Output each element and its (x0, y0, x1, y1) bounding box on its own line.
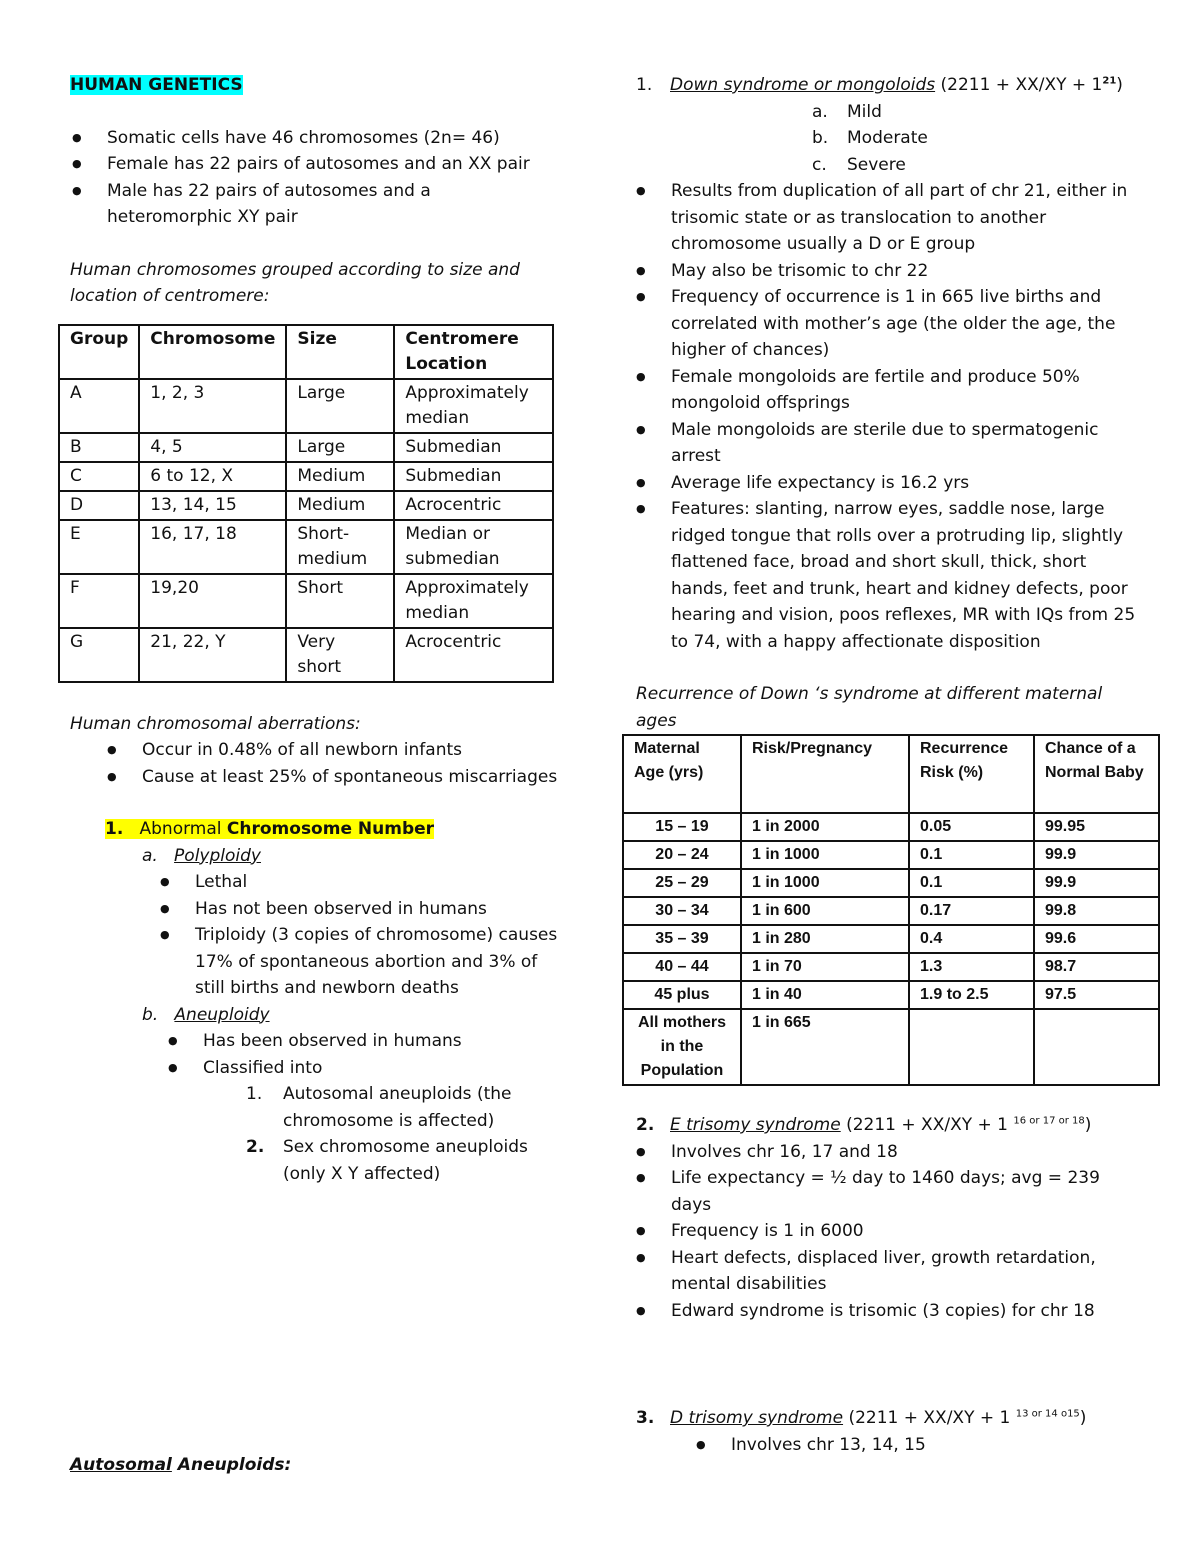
list-item: ● Frequency is 1 in 6000 (636, 1218, 1136, 1245)
table-cell: 1, 2, 3 (139, 379, 286, 433)
table-row (59, 462, 553, 491)
right-column (636, 72, 1176, 1324)
table-cell: Large (286, 433, 394, 462)
table-cell: 16, 17, 18 (139, 520, 286, 574)
table-cell: 0.05 (909, 813, 1034, 841)
list-item: b. Moderate (812, 128, 928, 148)
table-header-cell: Chromosome (139, 325, 286, 379)
aberrations-caption: Human chromosomal aberrations: (70, 713, 361, 734)
list-item: ● Frequency of occurrence is 1 in 665 live births and correlated with mother’s age (the older the age, the higher of chances) (636, 284, 1136, 364)
table-cell: 20 – 24 (623, 841, 741, 869)
list-item: c. Severe (812, 154, 906, 175)
table-cell: 97.5 (1034, 981, 1159, 1009)
table-cell: E (59, 520, 139, 574)
table-cell: Medium (286, 462, 394, 491)
table-cell: 98.7 (1034, 953, 1159, 981)
list-item: ● Involves chr 16, 17 and 18 (636, 1139, 1136, 1166)
list-item: ● Has been observed in humans (168, 1028, 570, 1055)
list-item: ● Heart defects, displaced liver, growth retardation, mental disabilities (636, 1245, 1131, 1298)
table-header-cell: Maternal Age (yrs) (623, 735, 741, 813)
d-trisomy-heading: 3. D trisomy syndrome (2211 + XX/XY + 1 $^{13 or 14 o15}$) (636, 1408, 1087, 1428)
table-cell: G (59, 628, 139, 682)
table-row (59, 433, 553, 462)
list-item: ● May also be trisomic to chr 22 (636, 258, 1136, 285)
list-item: ● Has not been observed in humans (160, 896, 570, 923)
aneuploidy-types (246, 1081, 536, 1187)
table-cell (909, 1009, 1034, 1085)
table-cell: 25 – 29 (623, 869, 741, 897)
list-item: ● Occur in 0.48% of all newborn infants (107, 737, 570, 764)
group-table-caption: Human chromosomes grouped according to size and location of centromere: (70, 259, 520, 306)
table-cell: 19,20 (139, 574, 286, 628)
table-cell: 35 – 39 (623, 925, 741, 953)
aberration-list (107, 737, 570, 790)
table-cell: 99.8 (1034, 897, 1159, 925)
table-row (623, 1009, 1159, 1085)
table-cell: 6 to 12, X (139, 462, 286, 491)
list-item: ● Edward syndrome is trisomic (3 copies) for chr 18 (636, 1298, 1136, 1325)
table-header-row (623, 735, 1159, 813)
table-cell: 1 in 70 (741, 953, 909, 981)
table-header-cell: Chance of a Normal Baby (1034, 735, 1159, 813)
table-cell: 1 in 600 (741, 897, 909, 925)
list-item: ● Lethal (160, 869, 570, 896)
list-item: ● Features: slanting, narrow eyes, saddle nose, large ridged tongue that rolls over a protruding lip, slightly flattened face, broad and short skull, thick, short hands, feet and trunk, heart and kidney defects, poor hearing and vision, poos reflexes, MR with IQs from 25 to 74, with a happy affectionate disposition (636, 496, 1146, 655)
table-header-cell: Size (286, 325, 394, 379)
table-cell: 0.1 (909, 869, 1034, 897)
list-item: ● Life expectancy = ½ day to 1460 days; avg = 239 days (636, 1165, 1136, 1218)
table-cell: Median or submedian (394, 520, 553, 574)
table-cell: 21, 22, Y (139, 628, 286, 682)
list-item: ● Male mongoloids are sterile due to spermatogenic arrest (636, 417, 1131, 470)
list-item: ● Female has 22 pairs of autosomes and an XX pair (72, 151, 570, 178)
table-cell: Acrocentric (394, 628, 553, 682)
table-row (623, 981, 1159, 1009)
list-item: ● Average life expectancy is 16.2 yrs (636, 470, 1136, 497)
table-cell: 40 – 44 (623, 953, 741, 981)
table-header-cell: Centromere Location (394, 325, 553, 379)
list-item: ● Somatic cells have 46 chromosomes (2n= 46) (72, 125, 570, 152)
down-syndrome-list (636, 178, 1136, 655)
list-item: 2. Sex chromosome aneuploids (only X Y affected) (246, 1137, 528, 1184)
table-row (623, 953, 1159, 981)
table-cell: Submedian (394, 433, 553, 462)
table-cell: 99.95 (1034, 813, 1159, 841)
table-cell: 1.9 to 2.5 (909, 981, 1034, 1009)
table-cell: F (59, 574, 139, 628)
table-cell: Short-medium (286, 520, 394, 574)
polyploidy-heading: a. Polyploidy (142, 845, 261, 866)
table-cell: 0.17 (909, 897, 1034, 925)
e-trisomy-heading: 2. E trisomy syndrome (2211 + XX/XY + 1 $^{16 or 17 or 18}$) (636, 1115, 1092, 1135)
down-syndrome-heading: 1. Down syndrome or mongoloids $(2211 + XX/XY + 1^{21})$ (636, 75, 1123, 95)
table-cell: 0.1 (909, 841, 1034, 869)
table-row (59, 628, 553, 682)
table-cell: 1 in 280 (741, 925, 909, 953)
table-cell: Submedian (394, 462, 553, 491)
list-item: ● Classified into (168, 1055, 570, 1082)
table-row (59, 520, 553, 574)
chromosome-group-table (58, 324, 554, 683)
table-cell: All mothers in the Population (623, 1009, 741, 1085)
table-cell: Acrocentric (394, 491, 553, 520)
table-row (59, 574, 553, 628)
table-cell: 1 in 1000 (741, 869, 909, 897)
table-cell: 13, 14, 15 (139, 491, 286, 520)
table-cell: 99.9 (1034, 869, 1159, 897)
table-row (59, 491, 553, 520)
table-cell: Short (286, 574, 394, 628)
recurrence-table-caption: Recurrence of Down ‘s syndrome at different maternal ages (636, 684, 1103, 731)
table-cell: A (59, 379, 139, 433)
table-cell: 4, 5 (139, 433, 286, 462)
recurrence-table (622, 734, 1160, 1086)
table-cell: Large (286, 379, 394, 433)
table-row (623, 813, 1159, 841)
table-cell: B (59, 433, 139, 462)
d-trisomy-list (696, 1432, 1176, 1459)
table-row (623, 925, 1159, 953)
list-item: ● Results from duplication of all part of chr 21, either in trisomic state or as translocation to another chromosome usually a D or E group (636, 178, 1136, 258)
table-cell: 99.9 (1034, 841, 1159, 869)
table-row (623, 897, 1159, 925)
table-header-row (59, 325, 553, 379)
page-title: HUMAN GENETICS (70, 75, 243, 95)
table-cell: 1 in 1000 (741, 841, 909, 869)
aneuploidy-list (168, 1028, 570, 1081)
table-cell: C (59, 462, 139, 491)
autosomal-aneuploids-heading: Autosomal Aneuploids: (70, 1455, 292, 1475)
table-row (59, 379, 553, 433)
list-item: ● Triploidy (3 copies of chromosome) causes 17% of spontaneous abortion and 3% of still births and newborn deaths (160, 922, 565, 1002)
table-cell: 1.3 (909, 953, 1034, 981)
table-cell: 15 – 19 (623, 813, 741, 841)
intro-list (72, 125, 570, 231)
table-cell: Medium (286, 491, 394, 520)
list-item: ● Cause at least 25% of spontaneous miscarriages (107, 764, 570, 791)
table-row (623, 869, 1159, 897)
table-cell: Very short (286, 628, 394, 682)
table-header-cell: Group (59, 325, 139, 379)
table-cell: 45 plus (623, 981, 741, 1009)
table-header-cell: Risk/Pregnancy (741, 735, 909, 813)
table-cell: 99.6 (1034, 925, 1159, 953)
list-item: ● Female mongoloids are fertile and produce 50% mongoloid offsprings (636, 364, 1101, 417)
polyploidy-list (160, 869, 570, 1002)
aneuploidy-heading: b. Aneuploidy (142, 1004, 270, 1025)
table-cell: D (59, 491, 139, 520)
d-trisomy-section (636, 1405, 1176, 1458)
table-cell: 1 in 665 (741, 1009, 909, 1085)
table-cell: 1 in 40 (741, 981, 909, 1009)
table-header-cell: Recurrence Risk (%) (909, 735, 1034, 813)
list-item: 1. Autosomal aneuploids (the chromosome is affected) (246, 1084, 512, 1131)
table-cell: Approximately median (394, 574, 553, 628)
table-cell: 1 in 2000 (741, 813, 909, 841)
list-item: a. Mild (812, 101, 882, 122)
table-cell (1034, 1009, 1159, 1085)
table-cell: Approximately median (394, 379, 553, 433)
list-item: ● Male has 22 pairs of autosomes and a heteromorphic XY pair (72, 178, 487, 231)
list-item: ● Involves chr 13, 14, 15 (696, 1432, 1176, 1459)
e-trisomy-list (636, 1139, 1136, 1325)
section-heading-abnormal-number: 1. Abnormal Chromosome Number (105, 819, 435, 839)
table-row (623, 841, 1159, 869)
table-cell: 30 – 34 (623, 897, 741, 925)
severity-list (812, 99, 1176, 179)
left-column (70, 72, 570, 1187)
table-cell: 0.4 (909, 925, 1034, 953)
